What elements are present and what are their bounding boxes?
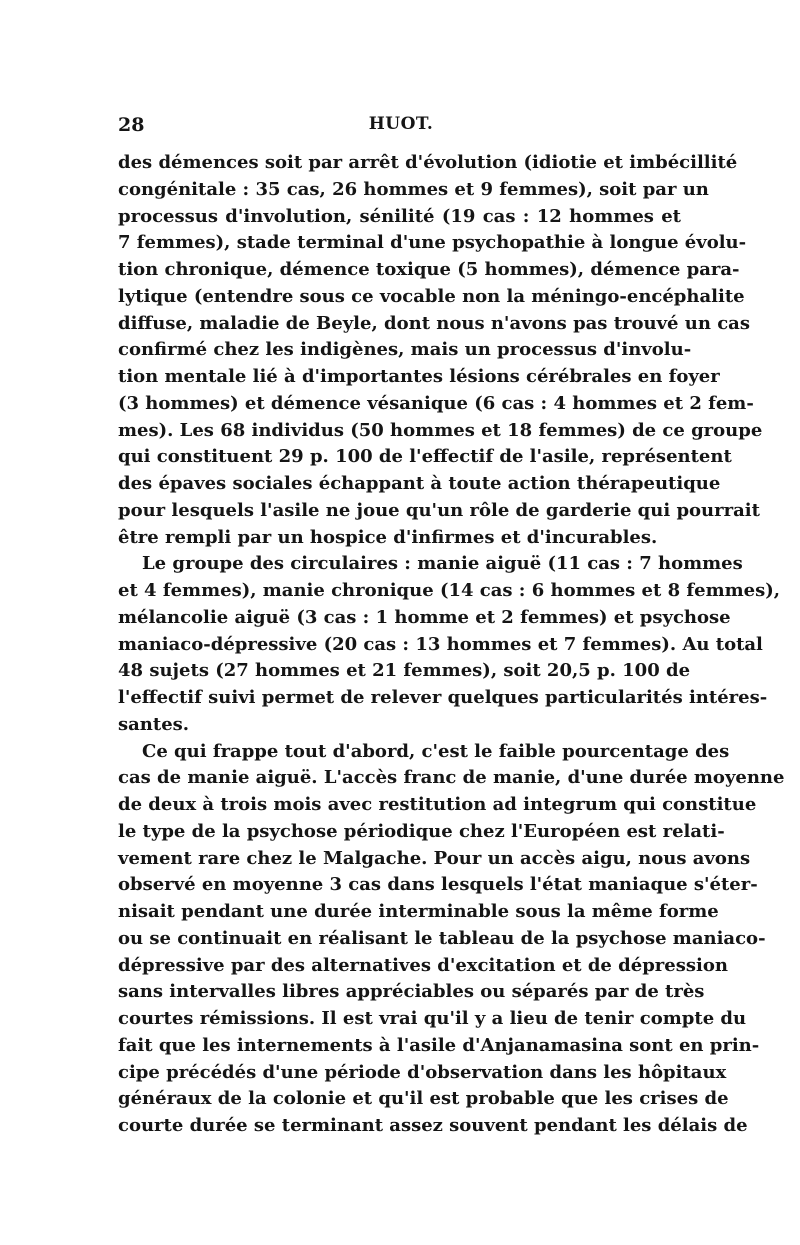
running-header	[118, 114, 684, 144]
text-line: nisait pendant une durée interminable sous la même forme	[118, 901, 719, 922]
text-line: confirmé chez les indigènes, mais un processus d'involu-	[118, 339, 692, 361]
text-line: diffuse, maladie de Beyle, dont nous n'avons pas trouvé un cas	[118, 312, 750, 334]
text-line: pour lesquels l'asile ne joue qu'un rôle de garderie qui pourrait	[118, 499, 760, 521]
text-line: Le groupe des circulaires : manie aiguë (11 cas : 7 hommes	[142, 553, 743, 575]
text-line: mes). Les 68 individus (50 hommes et 18 femmes) de ce groupe	[118, 419, 763, 441]
text-line: cipe précédés d'une période d'observation dans les hôpitaux	[118, 1061, 727, 1083]
running-title: HUOT.	[368, 114, 434, 134]
text-line: vement rare chez le Malgache. Pour un accès aigu, nous avons	[118, 847, 751, 869]
text-line: courte durée se terminant assez souvent pendant les délais de	[118, 1115, 748, 1136]
text-line: ou se continuait en réalisant le tableau de la psychose maniaco-	[118, 927, 766, 949]
text-line: généraux de la colonie et qu'il est probable que les crises de	[118, 1088, 729, 1110]
body-text	[118, 150, 785, 1140]
text-line: dépressive par des alternatives d'excitation et de dépression	[118, 954, 728, 976]
text-line: le type de la psychose périodique chez l'Européen est relati-	[118, 820, 725, 842]
text-line: être rempli par un hospice d'infirmes et d'incurables.	[118, 526, 658, 548]
text-line: fait que les internements à l'asile d'Anjanamasina sont en prin-	[118, 1034, 760, 1056]
text-line: courtes rémissions. Il est vrai qu'il y a lieu de tenir compte du	[118, 1008, 747, 1029]
text-line: de deux à trois mois avec restitution ad integrum qui constitue	[118, 794, 757, 815]
text-line: sans intervalles libres appréciables ou séparés par de très	[118, 981, 705, 1003]
page-number: 28	[118, 114, 145, 136]
text-line: lytique (entendre sous ce vocable non la méningo-encéphalite	[118, 285, 745, 307]
text-line: 48 sujets (27 hommes et 21 femmes), soit 20,5 p. 100 de	[118, 660, 691, 682]
text-line: observé en moyenne 3 cas dans lesquels l'état maniaque s'éter-	[118, 874, 758, 896]
text-line: tion chronique, démence toxique (5 hommes), démence para-	[118, 259, 740, 280]
text-line: congénitale : 35 cas, 26 hommes et 9 femmes), soit par un	[118, 178, 709, 200]
text-line: et 4 femmes), manie chronique (14 cas : 6 hommes et 8 femmes),	[118, 580, 781, 601]
text-line: cas de manie aiguë. L'accès franc de manie, d'une durée moyenne	[118, 767, 785, 789]
text-line: (3 hommes) et démence vésanique (6 cas : 4 hommes et 2 fem-	[118, 392, 754, 414]
text-line: des épaves sociales échappant à toute action thérapeutique	[118, 473, 721, 494]
text-line: qui constituent 29 p. 100 de l'effectif de l'asile, représentent	[118, 446, 732, 468]
text-line: maniaco-dépressive (20 cas : 13 hommes et 7 femmes). Au total	[118, 633, 763, 655]
text-line: des démences soit par arrêt d'évolution (idiotie et imbécillité	[118, 152, 738, 173]
text-line: santes.	[118, 713, 190, 735]
text-line: mélancolie aiguë (3 cas : 1 homme et 2 femmes) et psychose	[118, 606, 731, 628]
text-line: 7 femmes), stade terminal d'une psychopathie à longue évolu-	[118, 232, 747, 254]
text-line: processus d'involution, sénilité (19 cas : 12 hommes et	[118, 205, 681, 227]
text-line: tion mentale lié à d'importantes lésions cérébrales en foyer	[118, 366, 720, 387]
text-line: Ce qui frappe tout d'abord, c'est le faible pourcentage des	[142, 740, 730, 762]
text-line: l'effectif suivi permet de relever quelques particularités intéres-	[118, 687, 768, 708]
